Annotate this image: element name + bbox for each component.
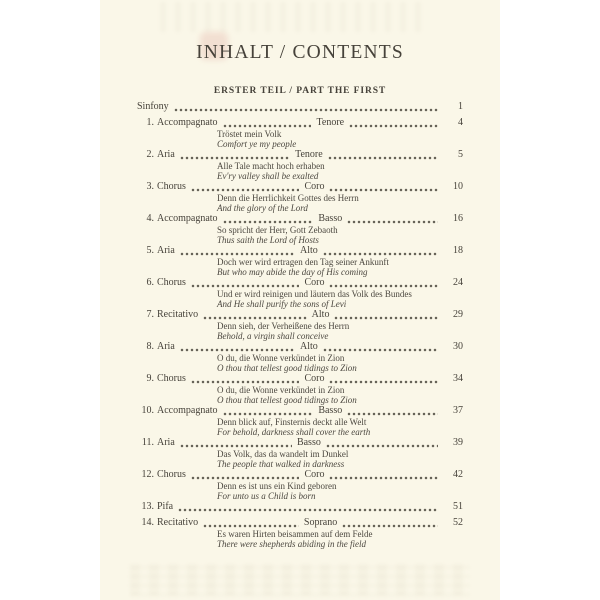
dot-leader bbox=[347, 213, 438, 225]
entry-number: 6. bbox=[146, 277, 154, 288]
entry-title: Chorus bbox=[157, 181, 186, 192]
subtitle-english: O thou that tellest good tidings to Zion bbox=[217, 395, 357, 405]
entry-page-number: 1 bbox=[458, 101, 463, 112]
entry-number: 5. bbox=[146, 245, 154, 256]
entry-title: Chorus bbox=[157, 373, 186, 384]
entry-subtitle bbox=[217, 353, 463, 373]
entry-number: 14. bbox=[141, 517, 154, 528]
entry-voice: Coro bbox=[304, 277, 325, 288]
dot-leader bbox=[334, 309, 438, 321]
entry-number: 3. bbox=[146, 181, 154, 192]
subtitle-german: Es waren Hirten beisammen auf dem Felde bbox=[217, 529, 373, 539]
dot-leader bbox=[180, 245, 295, 257]
toc-entry bbox=[137, 309, 463, 341]
dot-leader bbox=[349, 117, 438, 129]
subtitle-german: Denn blick auf, Finsternis deckt alle Welt bbox=[217, 417, 367, 427]
dot-leader bbox=[178, 501, 438, 513]
entry-voice: Alto bbox=[300, 245, 318, 256]
bleedthrough-bottom bbox=[130, 564, 470, 596]
subtitle-german: O du, die Wonne verkündet in Zion bbox=[217, 385, 345, 395]
entry-subtitle bbox=[217, 385, 463, 405]
entry-title: Chorus bbox=[157, 277, 186, 288]
toc-entry-row bbox=[137, 149, 463, 161]
entry-voice: Basso bbox=[318, 405, 343, 416]
toc-entry bbox=[137, 245, 463, 277]
subtitle-english: For behold, darkness shall cover the earth bbox=[217, 427, 371, 437]
dot-leader bbox=[326, 437, 438, 449]
subtitle-english: For unto us a Child is born bbox=[217, 491, 316, 501]
subtitle-english: And He shall purify the sons of Levi bbox=[217, 299, 347, 309]
dot-leader bbox=[323, 245, 438, 257]
entry-title: Sinfony bbox=[137, 101, 169, 112]
dot-leader bbox=[191, 277, 300, 289]
entry-voice: Tenore bbox=[295, 149, 323, 160]
subtitle-german: Denn die Herrlichkeit Gottes des Herrn bbox=[217, 193, 359, 203]
entry-page-number: 30 bbox=[453, 341, 463, 352]
dot-leader bbox=[223, 117, 312, 129]
entry-page-number: 52 bbox=[453, 517, 464, 528]
toc-entry bbox=[137, 277, 463, 309]
entry-subtitle bbox=[217, 321, 463, 341]
toc-entry bbox=[137, 437, 463, 469]
toc-entry-row bbox=[137, 309, 463, 321]
entry-number: 10. bbox=[141, 405, 154, 416]
toc-entry-row bbox=[137, 213, 463, 225]
subtitle-german: Doch wer wird ertragen den Tag seiner Ankunft bbox=[217, 257, 389, 267]
entry-voice: Alto bbox=[300, 341, 318, 352]
dot-leader bbox=[203, 517, 299, 529]
dot-leader bbox=[329, 277, 438, 289]
entry-title: Aria bbox=[157, 149, 175, 160]
toc-entry-row bbox=[137, 405, 463, 417]
entry-number: 1. bbox=[146, 117, 154, 128]
entry-page-number: 5 bbox=[458, 149, 463, 160]
toc-entry bbox=[137, 373, 463, 405]
entry-page-number: 37 bbox=[453, 405, 464, 416]
entry-number: 8. bbox=[146, 341, 154, 352]
toc-entry bbox=[137, 101, 463, 113]
dot-leader bbox=[191, 469, 300, 481]
entry-subtitle bbox=[217, 161, 463, 181]
entry-title: Accompagnato bbox=[157, 117, 218, 128]
toc-entry-row bbox=[137, 341, 463, 353]
entry-number: 4. bbox=[146, 213, 154, 224]
entry-title: Pifa bbox=[157, 501, 174, 512]
entry-title: Recitativo bbox=[157, 517, 199, 528]
subtitle-english: Ev'ry valley shall be exalted bbox=[217, 171, 319, 181]
entry-subtitle bbox=[217, 289, 463, 309]
dot-leader bbox=[180, 341, 295, 353]
toc-entry bbox=[137, 517, 463, 549]
entry-title: Recitativo bbox=[157, 309, 199, 320]
entry-number: 11. bbox=[141, 437, 154, 448]
toc-entry bbox=[137, 181, 463, 213]
entry-title: Accompagnato bbox=[157, 405, 218, 416]
entry-voice: Alto bbox=[311, 309, 330, 320]
table-of-contents bbox=[137, 101, 463, 549]
entry-subtitle bbox=[217, 481, 463, 501]
subtitle-german: Alle Tale macht hoch erhaben bbox=[217, 161, 325, 171]
bleedthrough-top bbox=[160, 2, 430, 32]
entry-page-number: 42 bbox=[453, 469, 463, 480]
entry-page-number: 24 bbox=[453, 277, 463, 288]
page-title: INHALT / CONTENTS bbox=[196, 42, 404, 63]
entry-title: Aria bbox=[157, 341, 175, 352]
dot-leader bbox=[180, 149, 290, 161]
subtitle-english: Comfort ye my people bbox=[217, 139, 297, 149]
subtitle-english: There were shepherds abiding in the field bbox=[217, 539, 366, 549]
entry-number: 9. bbox=[146, 373, 154, 384]
entry-number: 7. bbox=[146, 309, 154, 320]
entry-page-number: 18 bbox=[453, 245, 463, 256]
dot-leader bbox=[191, 373, 300, 385]
subtitle-english: But who may abide the day of His coming bbox=[217, 267, 368, 277]
dot-leader bbox=[329, 373, 438, 385]
dot-leader bbox=[191, 181, 300, 193]
toc-entry-row bbox=[137, 277, 463, 289]
entry-page-number: 51 bbox=[453, 501, 463, 512]
entry-page-number: 34 bbox=[453, 373, 463, 384]
toc-entry-row bbox=[137, 117, 463, 129]
entry-voice: Coro bbox=[304, 469, 325, 480]
entry-subtitle bbox=[217, 193, 463, 213]
toc-entry bbox=[137, 405, 463, 437]
entry-page-number: 39 bbox=[453, 437, 463, 448]
dot-leader bbox=[329, 469, 438, 481]
entry-subtitle bbox=[217, 449, 463, 469]
subtitle-english: O thou that tellest good tidings to Zion bbox=[217, 363, 357, 373]
entry-number: 2. bbox=[146, 149, 154, 160]
toc-entry-row bbox=[137, 517, 463, 529]
scanned-contents-page bbox=[100, 0, 500, 600]
toc-entry bbox=[137, 469, 463, 501]
dot-leader bbox=[323, 341, 438, 353]
entry-voice: Soprano bbox=[303, 517, 338, 528]
dot-leader bbox=[328, 149, 438, 161]
dot-leader bbox=[347, 405, 438, 417]
entry-page-number: 29 bbox=[453, 309, 464, 320]
toc-entry-row bbox=[137, 469, 463, 481]
subtitle-german: Tröstet mein Volk bbox=[217, 129, 282, 139]
entry-voice: Coro bbox=[304, 181, 325, 192]
dot-leader bbox=[223, 405, 314, 417]
toc-entry bbox=[137, 341, 463, 373]
entry-number: 13. bbox=[141, 501, 154, 512]
subtitle-english: Behold, a virgin shall conceive bbox=[217, 331, 329, 341]
entry-voice: Basso bbox=[318, 213, 343, 224]
entry-subtitle bbox=[217, 529, 463, 549]
dot-leader bbox=[342, 517, 438, 529]
toc-entry-row bbox=[137, 501, 463, 513]
entry-title: Chorus bbox=[157, 469, 186, 480]
entry-voice: Tenore bbox=[316, 117, 345, 128]
subtitle-english: And the glory of the Lord bbox=[217, 203, 308, 213]
entry-page-number: 4 bbox=[458, 117, 464, 128]
entry-page-number: 16 bbox=[453, 213, 464, 224]
dot-leader bbox=[329, 181, 438, 193]
entry-subtitle bbox=[217, 417, 463, 437]
toc-entry bbox=[137, 501, 463, 513]
subtitle-german: Denn sieh, der Verheißene des Herrn bbox=[217, 321, 350, 331]
section-heading: ERSTER TEIL / PART THE FIRST bbox=[213, 86, 387, 96]
entry-title: Accompagnato bbox=[157, 213, 218, 224]
toc-entry bbox=[137, 149, 463, 181]
entry-subtitle bbox=[217, 129, 463, 149]
toc-entry-row bbox=[137, 245, 463, 257]
toc-entry bbox=[137, 117, 463, 149]
toc-entry-row bbox=[137, 373, 463, 385]
entry-voice: Basso bbox=[296, 437, 321, 448]
toc-entry-row bbox=[137, 437, 463, 449]
dot-leader bbox=[223, 213, 314, 225]
subtitle-german: O du, die Wonne verkündet in Zion bbox=[217, 353, 345, 363]
entry-subtitle bbox=[217, 257, 463, 277]
dot-leader bbox=[174, 101, 438, 113]
entry-number: 12. bbox=[141, 469, 154, 480]
entry-voice: Coro bbox=[304, 373, 325, 384]
subtitle-english: The people that walked in darkness bbox=[217, 459, 345, 469]
toc-entry-row bbox=[137, 101, 463, 113]
subtitle-german: So spricht der Herr, Gott Zebaoth bbox=[217, 225, 338, 235]
dot-leader bbox=[180, 437, 292, 449]
toc-entry-row bbox=[137, 181, 463, 193]
subtitle-german: Das Volk, das da wandelt im Dunkel bbox=[217, 449, 349, 459]
subtitle-german: Und er wird reinigen und läutern das Volk des Bundes bbox=[217, 289, 412, 299]
entry-title: Aria bbox=[157, 437, 175, 448]
subtitle-english: Thus saith the Lord of Hosts bbox=[217, 235, 319, 245]
dot-leader bbox=[203, 309, 307, 321]
subtitle-german: Denn es ist uns ein Kind geboren bbox=[217, 481, 337, 491]
entry-title: Aria bbox=[157, 245, 175, 256]
toc-entry bbox=[137, 213, 463, 245]
entry-page-number: 10 bbox=[453, 181, 463, 192]
entry-subtitle bbox=[217, 225, 463, 245]
